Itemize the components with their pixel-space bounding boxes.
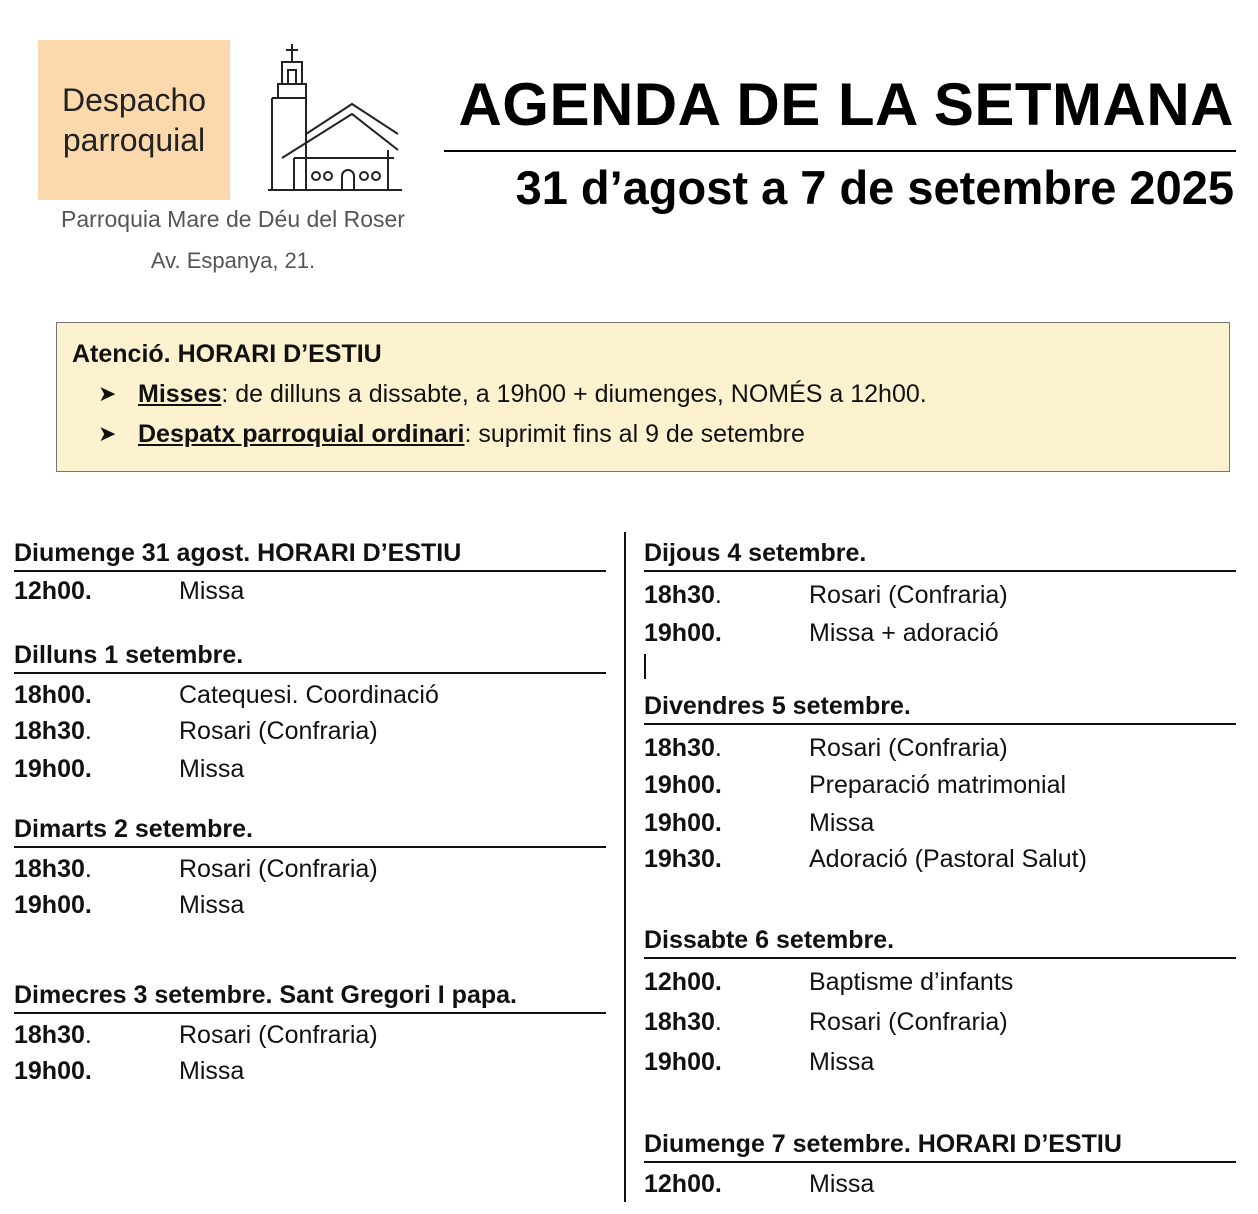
schedule-entry: 18h30 . Rosari (Confraria) — [644, 1008, 1008, 1036]
parish-address: Av. Espanya, 21. — [150, 248, 316, 273]
arrow-bullet-icon: ➤ — [98, 421, 117, 446]
notice-item-key: Misses — [138, 380, 222, 408]
day-heading: Dimecres 3 setembre. Sant Gregori I papa. — [14, 980, 606, 1014]
schedule-entry: 18h30 . Rosari (Confraria) — [14, 717, 378, 745]
entry-time: 12h00. — [644, 968, 722, 996]
day-heading: Dissabte 6 setembre. — [644, 925, 1236, 959]
entry-event: Missa — [179, 1057, 245, 1085]
day-heading: Diumenge 31 agost. HORARI D’ESTIU — [14, 538, 606, 572]
schedule-entry — [14, 680, 606, 710]
schedule-entry — [644, 1169, 1236, 1199]
day-sunday-7 — [644, 1129, 1236, 1199]
entry-time: 12h00. — [14, 577, 92, 605]
notice-item — [98, 379, 1214, 409]
entry-time: 19h00. — [14, 755, 92, 783]
church-icon — [268, 42, 402, 194]
schedule-entry — [14, 576, 606, 606]
schedule-entry — [644, 1047, 1236, 1077]
schedule-entry — [644, 808, 1236, 838]
entry-time: 19h00. — [644, 809, 722, 837]
entry-event: Rosari (Confraria) — [809, 734, 1008, 762]
logo-line-1: Despacho — [61, 82, 207, 118]
day-heading: Divendres 5 setembre. — [644, 691, 1236, 725]
entry-event: Missa — [179, 891, 245, 919]
entry-event: Missa — [809, 1170, 875, 1198]
column-divider — [624, 532, 626, 1202]
entry-time: 19h30. — [644, 845, 722, 873]
schedule-entry: 18h30 . Rosari (Confraria) — [644, 581, 1008, 609]
notice-item-text: : suprimit fins al 9 de setembre — [464, 420, 805, 448]
day-friday-5 — [644, 691, 1236, 874]
page-title: AGENDA DE LA SETMANA — [458, 71, 1234, 138]
entry-time: 18h30 — [14, 717, 85, 745]
entry-time: 18h30 — [644, 734, 715, 762]
date-range: 31 d’agost a 7 de setembre 2025 — [515, 161, 1234, 214]
day-sunday-31 — [14, 538, 606, 606]
parish-name: Parroquia Mare de Déu del Roser — [61, 206, 405, 232]
entry-time: 19h00. — [14, 891, 92, 919]
entry-time: 18h30 — [644, 1008, 715, 1036]
entry-time: 19h00. — [644, 771, 722, 799]
notice-item — [98, 419, 1214, 449]
day-monday-1 — [14, 640, 606, 784]
day-heading: Diumenge 7 setembre. HORARI D’ESTIU — [644, 1129, 1236, 1163]
schedule-entry: 18h30 . Rosari (Confraria) — [14, 1021, 378, 1049]
schedule-entry: 18h30 . Rosari (Confraria) — [644, 734, 1008, 762]
entry-event: Missa + adoració — [809, 619, 999, 647]
entry-time: 19h00. — [14, 1057, 92, 1085]
schedule-entry — [14, 1056, 606, 1086]
entry-event: Missa — [179, 755, 245, 783]
entry-time: 18h30 — [14, 1021, 85, 1049]
text-cursor — [644, 654, 646, 679]
entry-event: Missa — [809, 1048, 875, 1076]
entry-event: Adoració (Pastoral Salut) — [809, 845, 1087, 873]
title-divider — [444, 150, 1236, 152]
entry-event: Missa — [179, 577, 245, 605]
day-tuesday-2 — [14, 814, 606, 920]
day-thursday-4 — [644, 538, 1236, 648]
logo-line-2: parroquial — [62, 122, 206, 158]
entry-event: Rosari (Confraria) — [179, 855, 378, 883]
entry-event: Rosari (Confraria) — [809, 581, 1008, 609]
entry-time: 18h30 — [644, 581, 715, 609]
day-heading: Dilluns 1 setembre. — [14, 640, 606, 674]
notice-item-text: : de dilluns a dissabte, a 19h00 + diumenges, NOMÉS a 12h00. — [221, 380, 927, 408]
schedule-entry: 18h30 . Rosari (Confraria) — [14, 855, 378, 883]
entry-event: Missa — [809, 809, 875, 837]
day-heading: Dijous 4 setembre. — [644, 538, 1236, 572]
notice-title: Atenció. HORARI D’ESTIU — [72, 340, 382, 368]
entry-event: Rosari (Confraria) — [179, 1021, 378, 1049]
entry-event: Baptisme d’infants — [809, 968, 1014, 996]
entry-event: Preparació matrimonial — [809, 771, 1067, 799]
notice-item-key: Despatx parroquial ordinari — [138, 420, 465, 448]
day-saturday-6 — [644, 925, 1236, 1077]
schedule-entry — [644, 967, 1236, 997]
schedule-entry — [14, 754, 606, 784]
schedule-entry — [644, 770, 1236, 800]
entry-event: Rosari (Confraria) — [809, 1008, 1008, 1036]
schedule-entry — [644, 618, 1236, 648]
entry-event: Catequesi. Coordinació — [179, 681, 439, 709]
entry-event: Rosari (Confraria) — [179, 717, 378, 745]
schedule-entry — [14, 890, 606, 920]
entry-time: 18h30 — [14, 855, 85, 883]
day-heading: Dimarts 2 setembre. — [14, 814, 606, 848]
entry-time: 19h00. — [644, 1048, 722, 1076]
summer-schedule-notice — [56, 322, 1230, 472]
arrow-bullet-icon: ➤ — [98, 381, 117, 406]
office-logo-box — [38, 40, 230, 200]
entry-time: 19h00. — [644, 619, 722, 647]
entry-time: 12h00. — [644, 1170, 722, 1198]
schedule-entry — [644, 844, 1236, 874]
day-wednesday-3 — [14, 980, 606, 1086]
entry-time: 18h00. — [14, 681, 92, 709]
